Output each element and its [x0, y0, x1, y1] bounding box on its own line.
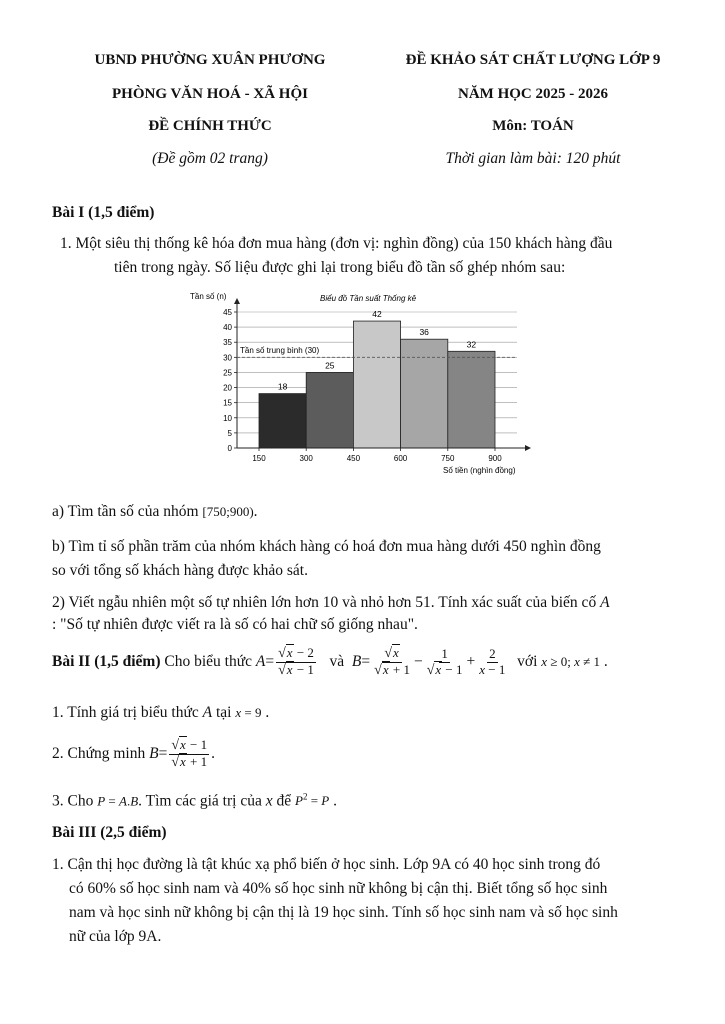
x-tick-label-300: 300 — [299, 454, 313, 463]
chart-xlabel: Số tiền (nghìn đồng) — [443, 466, 516, 475]
bar-300 — [306, 372, 353, 448]
bai1-q2-line1 — [52, 594, 610, 612]
bar-label-750: 32 — [466, 339, 477, 350]
bai1-qb-line1: b) Tìm tỉ số phần trăm của nhóm khách hàng có hoá đơn mua hàng dưới 450 nghìn đồng — [52, 538, 601, 555]
y-tick-label-20: 20 — [223, 383, 232, 393]
y-tick-label-15: 15 — [223, 398, 232, 408]
y-tick-label-30: 30 — [223, 353, 232, 363]
bai2-intro: Bài II (1,5 điểm) Cho biểu thức A= $\frac{√x - 2}{√x - 1}$ và B= $\frac{√x}{√x + 1}$ − $\frac{1}{√x - 1}$ + $\frac{2}{x - 1}$ với x ≥ 0; x ≠ 1 . — [52, 645, 608, 679]
bai3-line-2: có 60% số học sinh nam và 40% số học sinh nữ không bị cận thị. Biết tổng số học sinh — [69, 880, 608, 897]
bai3-line-1: 1. Cận thị học đường là tật khúc xạ phổ biến ở học sinh. Lớp 9A có 40 học sinh trong đó — [52, 856, 601, 873]
bar-label-450: 42 — [372, 309, 382, 320]
bai1-q2-var: A — [600, 594, 610, 611]
bar-label-150: 18 — [277, 381, 288, 392]
bai1-qa — [52, 503, 258, 521]
header-right-line-4: Thời gian làm bài: 120 phút — [445, 150, 621, 167]
x-tick-label-450: 450 — [346, 454, 361, 463]
y-tick-label-5: 5 — [227, 428, 232, 438]
expr-b-3: $\frac{2}{x - 1}$ — [479, 646, 506, 678]
bai1-qa-end: . — [253, 503, 258, 520]
bar-150 — [259, 394, 306, 448]
y-tick-label-25: 25 — [223, 368, 232, 378]
chart-reference-label: Tần số trung bình (30) — [240, 346, 320, 355]
bai2-q1-text: 1. Tính giá trị biểu thức — [52, 704, 199, 721]
header-left-line-4: (Đề gồm 02 trang) — [152, 150, 268, 167]
y-tick-label-40: 40 — [223, 323, 232, 333]
bai1-qa-text: a) Tìm tần số của nhóm — [52, 503, 199, 520]
bai2-title: Bài II (1,5 điểm) — [52, 653, 161, 671]
bai3-line-4: nữ của lớp 9A. — [69, 928, 162, 945]
bai2-with: với — [517, 653, 538, 671]
bar-label-600: 36 — [419, 327, 429, 338]
bai1-q1-line2: tiên trong ngày. Số liệu được ghi lại trong biểu đồ tần số ghép nhóm sau: — [114, 259, 566, 276]
expr-b-2: $\frac{1}{√x - 1}$ — [426, 645, 463, 678]
bar-label-300: 25 — [325, 360, 335, 371]
bar-600 — [401, 339, 448, 448]
chart-bars — [259, 321, 495, 448]
bai2-intro-text: Cho biểu thức — [164, 653, 252, 671]
header-right-line-1: ĐỀ KHẢO SÁT CHẤT LƯỢNG LỚP 9 — [405, 52, 661, 68]
bai2-q1-at: tại — [215, 704, 232, 721]
bai2-q1: 1. Tính giá trị biểu thức A tại x = 9 . — [52, 704, 270, 721]
bai3-title: Bài III (2,5 điểm) — [52, 824, 167, 841]
bai1-qb-line2: so với tổng số khách hàng được khảo sát. — [52, 562, 308, 579]
bai2-q3: 3. Cho P = A.B. Tìm các giá trị của x để $P^2 = P$ . — [52, 792, 337, 810]
y-axis-arrow — [234, 298, 240, 304]
bai2-q3-mid: . Tìm các giá trị của — [138, 792, 262, 810]
header-left-line-2: PHÒNG VĂN HOÁ - XÃ HỘI — [112, 86, 308, 102]
x-tick-label-150: 150 — [252, 454, 266, 463]
x-tick-label-750: 750 — [441, 454, 455, 463]
y-tick-label-45: 45 — [223, 308, 232, 317]
bai2-q3-de: để — [276, 792, 292, 810]
frequency-histogram — [170, 285, 550, 480]
x-axis-arrow — [525, 445, 531, 451]
bai2-q2: 2. Chứng minh B= $\frac{√x - 1}{√x + 1}$ . — [52, 737, 216, 771]
chart-title: Biểu đồ Tần suất Thống kê — [320, 294, 417, 303]
bai1-q2-line2: : "Số tự nhiên được viết ra là số có hai chữ số giống nhau". — [52, 616, 418, 633]
bai2-and: và — [329, 653, 345, 671]
header-left-line-3: ĐỀ CHÍNH THỨC — [148, 118, 272, 134]
x-tick-label-900: 900 — [488, 454, 502, 463]
bai3-line-3: nam và học sinh nữ không bị cận thị là 19 học sinh. Tính số học sinh nam và số học sinh — [69, 904, 618, 921]
bai2-q3-text: 3. Cho — [52, 792, 94, 810]
bai1-title: Bài I (1,5 điểm) — [52, 204, 155, 221]
expr-b-proof: $\frac{√x - 1}{√x + 1}$ — [171, 737, 208, 771]
x-tick-label-600: 600 — [393, 454, 408, 463]
y-tick-label-35: 35 — [223, 338, 232, 348]
expr-a: $\frac{√x - 2}{√x - 1}$ — [278, 645, 314, 679]
bai2-q2-text: 2. Chứng minh — [52, 745, 146, 763]
header-left-line-1: UBND PHƯỜNG XUÂN PHƯƠNG — [94, 52, 326, 68]
header-right-line-3: Môn: TOÁN — [492, 118, 574, 134]
y-tick-label-0: 0 — [227, 444, 232, 453]
bai1-q1-line1: 1. Một siêu thị thống kê hóa đơn mua hàng (đơn vị: nghìn đồng) của 150 khách hàng đầu — [60, 235, 613, 252]
y-tick-label-10: 10 — [223, 413, 232, 423]
bar-450 — [353, 321, 400, 448]
chart-ylabel: Tần số (n) — [190, 292, 227, 301]
header-right-line-2: NĂM HỌC 2025 - 2026 — [458, 86, 608, 102]
bai1-q2-text: 2) Viết ngẫu nhiên một số tự nhiên lớn hơn 10 và nhỏ hơn 51. Tính xác suất của biến cố — [52, 594, 597, 611]
expr-b-1: $\frac{√x}{√x + 1}$ — [374, 645, 410, 679]
bar-750 — [448, 351, 495, 448]
bai1-qa-interval: [750;900) — [202, 504, 254, 519]
